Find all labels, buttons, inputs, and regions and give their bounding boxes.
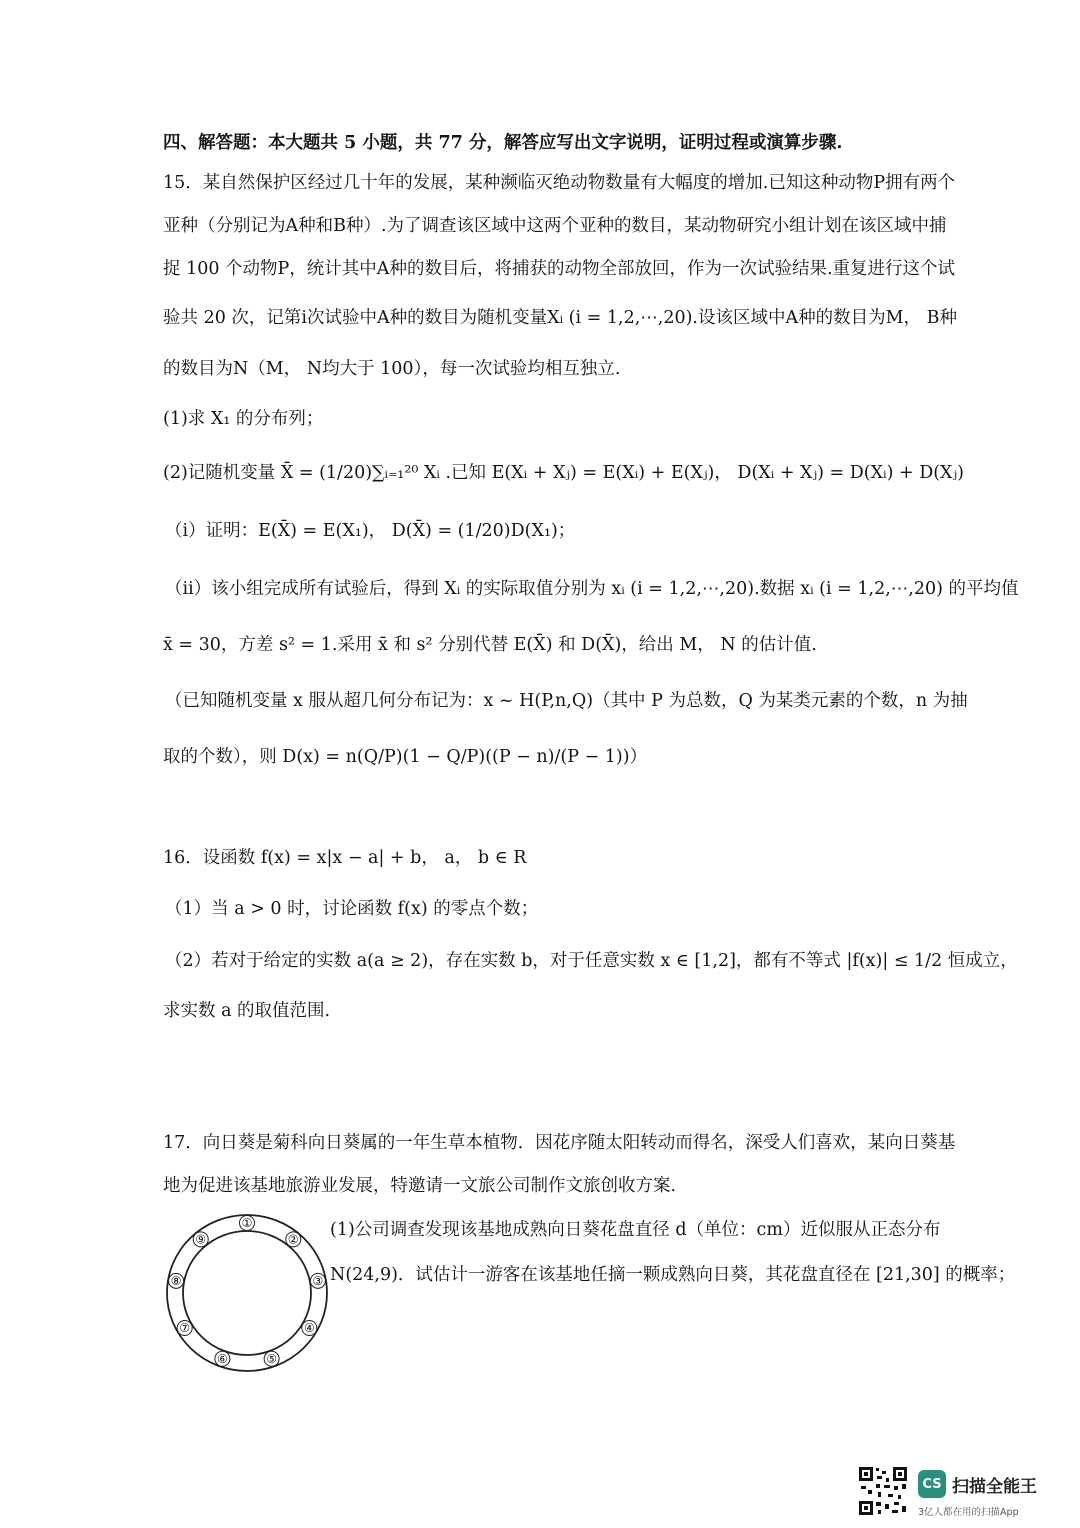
q16-part2-line-1: （2）若对于给定的实数 a(a ≥ 2)，存在实数 b，对于任意实数 x ∈ [1,2]，都有不等式 |f(x)| ≤ 1/2 恒成立，: [165, 951, 1018, 971]
q15-note-line-2: 取的个数），则 D(x) = n(Q/P)(1 − Q/P)((P − n)/(P − 1))）: [163, 747, 648, 767]
q17-line-2: 地为促进该基地旅游业发展，特邀请一文旅公司制作文旅创收方案.: [163, 1176, 677, 1196]
q17-part1-line-2: N(24,9)．试估计一游客在该基地任摘一颗成熟向日葵，其花盘直径在 [21,30] 的概率；: [330, 1265, 1016, 1285]
q15-line-3: 捉 100 个动物P，统计其中A种的数目后，将捕获的动物全部放回，作为一次试验结果.重复进行这个试: [163, 259, 956, 279]
ring-seat-label: ⑧: [170, 1273, 182, 1288]
q15-line-1: 15．某自然保护区经过几十年的发展，某种濒临灭绝动物数量有大幅度的增加.已知这种动物P拥有两个: [163, 173, 956, 193]
q16-part2-line-2: 求实数 a 的取值范围.: [163, 1001, 331, 1021]
scanner-brand-name: 扫描全能王: [952, 1477, 1037, 1497]
ring-seat-label: ⑥: [216, 1351, 228, 1366]
ring-seat-label: ⑨: [195, 1232, 207, 1247]
q15-note-line-1: （已知随机变量 x 服从超几何分布记为：x ~ H(P,n,Q)（其中 P 为总数，Q 为某类元素的个数，n 为抽: [165, 691, 968, 711]
ring-seat-label: ③: [312, 1273, 324, 1288]
q15-part2-i: （i）证明：E(X̄) = E(X₁)， D(X̄) = (1/20)D(X₁)；: [165, 521, 576, 541]
q15-part2: (2)记随机变量 X̄ = (1/20)∑ᵢ₌₁²⁰ Xᵢ .已知 E(Xᵢ + Xⱼ) = E(Xᵢ) + E(Xⱼ)， D(Xᵢ + Xⱼ) = D(Xᵢ) + D(Xⱼ): [163, 463, 964, 483]
scanner-logo-icon: CS: [918, 1470, 946, 1498]
q15-part1: (1)求 X₁ 的分布列；: [163, 409, 324, 429]
q15-line-4: 验共 20 次，记第i次试验中A种的数目为随机变量Xᵢ (i = 1,2,⋯,20).设该区域中A种的数目为M， B种: [163, 308, 957, 328]
q17-line-1: 17．向日葵是菊科向日葵属的一年生草本植物．因花序随太阳转动而得名，深受人们喜欢，某向日葵基: [163, 1133, 956, 1153]
q15-part2-ii-line-2: x̄ = 30，方差 s² = 1.采用 x̄ 和 s² 分别代替 E(X̄) 和 D(X̄)，给出 M， N 的估计值.: [163, 635, 817, 655]
scanner-brand-tagline: 3亿人都在用的扫描App: [918, 1507, 1019, 1518]
qr-code-icon: [858, 1466, 908, 1516]
ring-seat-label: ④: [303, 1321, 315, 1335]
q15-line-2: 亚种（分别记为A种和B种）.为了调查该区域中这两个亚种的数目，某动物研究小组计划在该区域中捕: [163, 216, 947, 236]
q16-stem: 16．设函数 f(x) = x|x − a| + b， a， b ∈ R: [163, 848, 527, 868]
q17-part1-line-1: (1)公司调查发现该基地成熟向日葵花盘直径 d（单位：cm）近似服从正态分布: [330, 1220, 941, 1240]
section-heading: 四、解答题：本大题共 5 小题，共 77 分，解答应写出文字说明，证明过程或演算步骤.: [163, 133, 843, 153]
q16-part1: （1）当 a > 0 时，讨论函数 f(x) 的零点个数；: [165, 899, 539, 919]
ring-seat-label: ②: [287, 1232, 299, 1247]
ring-seat-label: ①: [241, 1216, 253, 1230]
ring-seat-label: ⑤: [266, 1351, 278, 1366]
sunflower-ring-figure: [160, 1208, 335, 1378]
ring-seat-label: ⑦: [179, 1321, 191, 1335]
q15-line-5: 的数目为N（M， N均大于 100），每一次试验均相互独立.: [163, 359, 621, 379]
q15-part2-ii-line-1: （ii）该小组完成所有试验后，得到 Xᵢ 的实际取值分别为 xᵢ (i = 1,2,⋯,20).数据 xᵢ (i = 1,2,⋯,20) 的平均值: [165, 579, 1019, 599]
